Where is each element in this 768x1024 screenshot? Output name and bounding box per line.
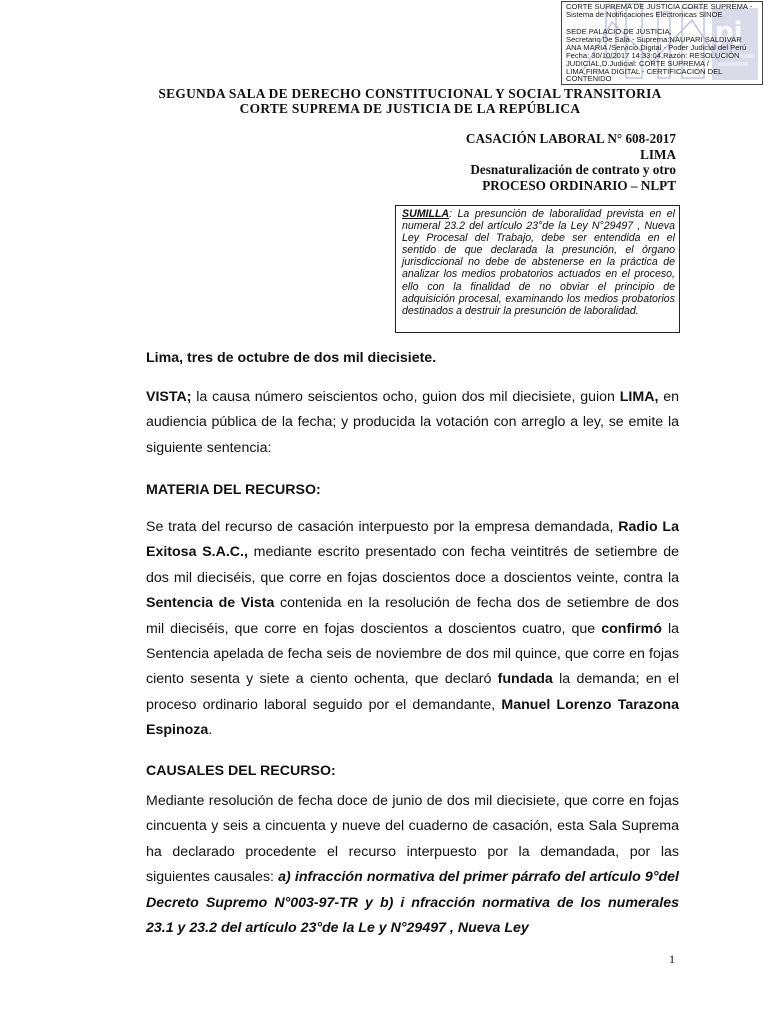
- materia-text: la demanda; en el proceso ordinario laboral seguido por el demandante,: [146, 671, 679, 713]
- causales-text: Mediante resolución de fecha doce de junio de dos mil diecisiete, que corre en fojas cincuenta y seis a cincuenta y nueve del cuaderno de casación, esta Sala Suprema ha declarado procedente el recurso interpuesto por la demandada, por las siguientes causales:: [146, 793, 679, 886]
- case-number: CASACIÓN LABORAL N° 608-2017: [465, 131, 676, 146]
- sumilla-box: [395, 205, 680, 333]
- materia-text: contenida en la resolución de fecha dos de setiembre de dos mil dieciséis, que corre en fojas doscientos a doscientos cuatro, que: [146, 595, 679, 637]
- vista-text: la causa número seiscientos ocho, guion dos mil diecisiete, guion: [191, 389, 620, 405]
- date-line: Lima, tres de octubre de dos mil diecisiete.: [146, 350, 437, 366]
- vista-paragraph: [146, 385, 679, 461]
- causales-infractions: a) infracción normativa del primer párrafo del artículo 9°del Decreto Supremo N°003-97-TR y b) i nfracción normativa de los numerales 23.1 y 23.2 del artículo 23°de la Le y N°29497 , Nueva Ley: [146, 869, 679, 937]
- stamp-line: Fecha: 30/10/2017 14:33:04,Razón: RESOLUCIÓN: [566, 51, 740, 60]
- case-process: PROCESO ORDINARIO – NLPT: [482, 177, 676, 193]
- materia-text: mediante escrito presentado con fecha veintitrés de setiembre de dos mil dieciséis, que corre en fojas doscientos doce a doscientos veinte, contra la: [146, 544, 679, 586]
- vista-text-2: en audiencia pública de la fecha; y producida la votación con arreglo a ley, se emite la siguiente sentencia:: [146, 389, 679, 456]
- plaintiff-name: Manuel Lorenzo Tarazona Espinoza: [146, 696, 679, 739]
- case-info: [466, 131, 676, 193]
- svg-text:pj: pj: [715, 17, 743, 47]
- fundada-term: fundada: [497, 671, 553, 688]
- confirmo-term: confirmó: [601, 620, 662, 637]
- vista-lima: LIMA,: [619, 389, 659, 405]
- materia-text: la Sentencia apelada de fecha seis de noviembre de dos mil quince, que corre en fojas ciento sesenta y siete a ciento ochenta, que declaró: [146, 620, 680, 688]
- stamp-line: SEDE PALACIO DE JUSTICIA,: [566, 27, 672, 36]
- page-number: 1: [669, 952, 675, 966]
- court-chamber-title: SEGUNDA SALA DE DERECHO CONSTITUCIONAL Y SOCIAL TRANSITORIA: [158, 86, 662, 101]
- materia-text: Se trata del recurso de casación interpuesto por la empresa demandada,: [146, 519, 619, 535]
- causales-heading: CAUSALES DEL RECURSO:: [146, 763, 336, 779]
- stamp-line: Sistema de Notificaciones Electronicas SINOE: [566, 10, 723, 19]
- causales-paragraph: [146, 789, 679, 941]
- sumilla-text: : La presunción de laboralidad prevista en el numeral 23.2 del artículo 23°de la Ley N°29497 , Nueva Ley Procesal del Trabajo, debe ser entendida en el sentido de que declarada la presunción, el órgano jurisdiccional no debe de abstenerse en la práctica de analizar los medios probatorios actuados en el proceso, ello con la finalidad de no obviar el principio de adquisición procesal, examinando los medios probatorios destinados a destruir la presunción de laboralidad.: [402, 208, 675, 317]
- vista-label: VISTA;: [146, 389, 192, 405]
- stamp-line: ANA MARIA /Servicio Digital - Poder Judicial del Perú: [566, 43, 747, 52]
- court-name-title: CORTE SUPREMA DE JUSTICIA DE LA REPÚBLICA: [239, 101, 581, 116]
- materia-heading: MATERIA DEL RECURSO:: [146, 482, 321, 498]
- defendant-name: Radio La Exitosa S.A.C.,: [146, 519, 679, 561]
- stamp-line: CONTENIDO: [566, 74, 612, 83]
- stamp-line: CORTE SUPREMA DE JUSTICIA CORTE SUPREMA -: [566, 2, 753, 11]
- case-subject: Desnaturalización de contrato y otro: [470, 162, 676, 177]
- stamp-line: LIMA,FIRMA DIGITAL - CERTIFICACIÓN DEL: [566, 67, 723, 76]
- materia-text: .: [208, 722, 213, 739]
- sentencia-de-vista: Sentencia de Vista: [146, 595, 275, 612]
- sumilla-label: SUMILLA: [402, 208, 450, 220]
- materia-paragraph: [146, 515, 679, 744]
- digital-signature-stamp: [561, 1, 763, 85]
- stamp-line: Secretario De Sala - Suprema:NAUPARI SALDIVAR: [566, 35, 742, 44]
- case-city: LIMA: [640, 146, 676, 162]
- stamp-line: JUDICIAL,D.Judicial: CORTE SUPREMA /: [566, 59, 709, 68]
